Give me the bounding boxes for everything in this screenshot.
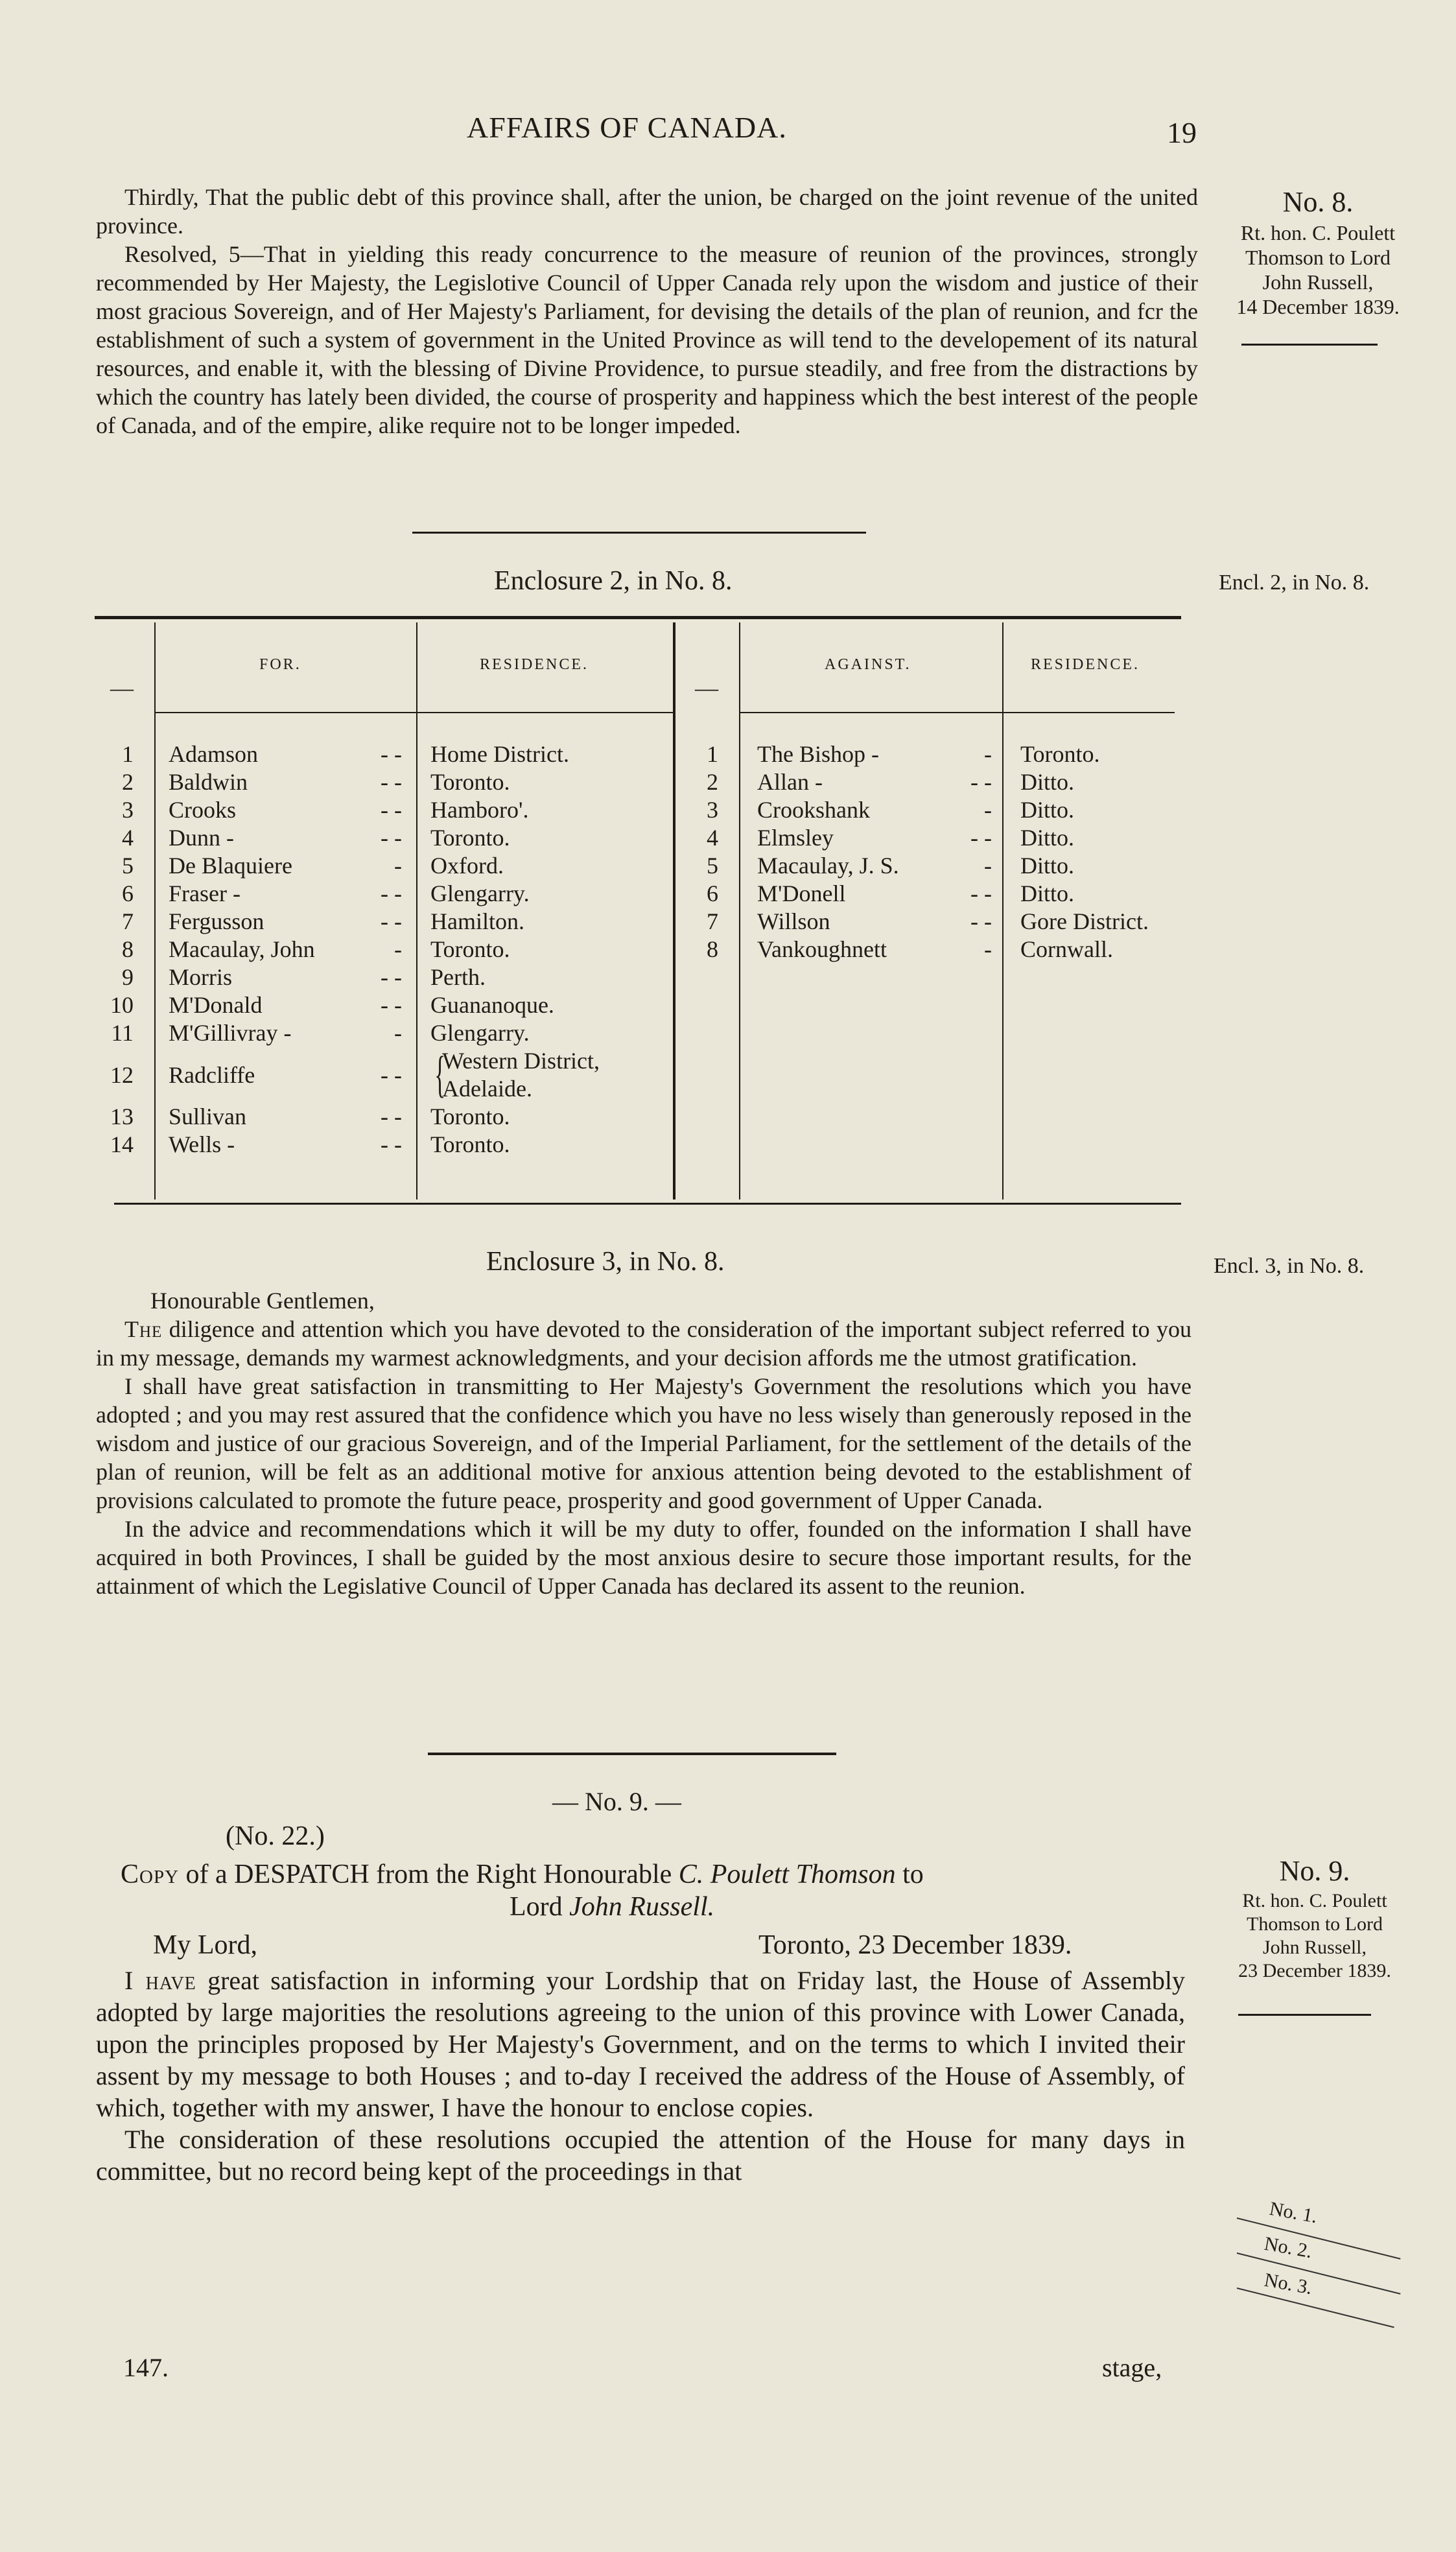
despatch-title: Copy of a DESPATCH from the Right Honourable C. Poulett Thomson to Lord John Russell. bbox=[121, 1860, 924, 1922]
row-number: 12 bbox=[110, 1062, 134, 1088]
residence: Gore District. bbox=[1020, 908, 1149, 934]
member-name: Dunn - bbox=[169, 825, 234, 851]
table-top-rule bbox=[95, 616, 1181, 619]
member-name: Radcliffe bbox=[169, 1062, 255, 1088]
paragraph: Thirdly, That the public debt of this province shall, after the union, be charged on the joint revenue of the united province. bbox=[96, 184, 1198, 239]
member-name: Fraser - bbox=[169, 880, 241, 906]
row-number: 4 bbox=[122, 825, 134, 851]
row-number: 5 bbox=[122, 853, 134, 879]
copy-word: Copy bbox=[121, 1860, 180, 1889]
column-header-against: AGAINST. bbox=[825, 656, 911, 673]
member-name: M'Donald bbox=[169, 992, 263, 1018]
leader-dashes: - - bbox=[381, 825, 402, 851]
residence: Hamilton. bbox=[430, 908, 524, 934]
residence: Toronto. bbox=[1020, 741, 1100, 767]
leader-dashes: - - bbox=[381, 741, 402, 767]
residence-line-2: Adelaide. bbox=[442, 1076, 532, 1102]
paragraph: I have great satisfaction in informing your Lordship that on Friday last, the House of Assembly adopted by large majorities the resolutions agreeing to the union of this province with Lower Canada, upon the principles proposed by Her Majesty's Government, and on the terms to which I invited their assent by my message to both Houses ; and to-day I received the address of the House of Assembly, of which, together with my answer, I have the honour to enclose copies. bbox=[96, 1966, 1185, 2122]
residence: Toronto. bbox=[430, 769, 510, 795]
leader-dashes: - - bbox=[381, 880, 402, 906]
leader-dashes: - bbox=[394, 1020, 402, 1046]
ref-stroke bbox=[1237, 2252, 1401, 2295]
member-name: The Bishop - bbox=[757, 741, 879, 767]
member-name: De Blaquiere bbox=[169, 853, 292, 879]
residence: Toronto. bbox=[430, 825, 510, 851]
member-name: Morris bbox=[169, 964, 232, 990]
dash-left: — bbox=[110, 675, 135, 701]
row-number: 7 bbox=[707, 908, 718, 934]
leader-dashes: - - bbox=[381, 908, 402, 934]
column-header-for: FOR. bbox=[259, 656, 301, 673]
margin-note-no9 bbox=[1204, 1853, 1425, 1983]
margin-divider bbox=[1238, 2014, 1371, 2016]
column-divider bbox=[416, 622, 417, 1199]
member-name: Sullivan bbox=[169, 1104, 247, 1129]
member-name: Allan - bbox=[757, 769, 823, 795]
margin-line: John Russell, bbox=[1262, 270, 1374, 294]
column-divider bbox=[1002, 622, 1004, 1199]
row-number: 3 bbox=[122, 797, 134, 823]
residence: Home District. bbox=[430, 741, 569, 767]
leader-dashes: - bbox=[984, 797, 992, 823]
ref-stroke bbox=[1237, 2217, 1401, 2260]
residence: Toronto. bbox=[430, 936, 510, 962]
catchword: stage, bbox=[1102, 2353, 1162, 2382]
table-bottom-rule bbox=[114, 1203, 1181, 1205]
residence: Oxford. bbox=[430, 853, 504, 879]
row-number: 13 bbox=[110, 1104, 134, 1129]
margin-ref: No. 1. bbox=[1267, 2197, 1319, 2228]
section-divider bbox=[428, 1753, 836, 1755]
page-header-title: AFFAIRS OF CANADA. bbox=[467, 111, 787, 144]
paragraph: Resolved, 5—That in yielding this ready concurrence to the measure of reunion of the provinces, strongly recommended by Her Majesty, the Legislotive Council of Upper Canada rely upon the wisdom and justice of their most gracious Sovereign, and of Her Majesty's Parliament, for devising the details of the plan of reunion, and fcr the establishment of such a system of government in the United Province as will tend to the developement of its natural resources, and enable it, with the blessing of Divine Providence, to pursue steadily, and free from the distractions by which the country has lately been divided, the course of prosperity and happiness which the best interest of the people of Canada, and of the empire, alike require not to be longer impeded. bbox=[96, 241, 1198, 438]
margin-divider bbox=[1241, 344, 1378, 346]
margin-number: No. 9. bbox=[1279, 1855, 1350, 1887]
row-number: 5 bbox=[707, 853, 718, 879]
member-name: Macaulay, J. S. bbox=[757, 853, 899, 879]
leader-dashes: - - bbox=[970, 880, 992, 906]
margin-ref: No. 2. bbox=[1262, 2232, 1314, 2263]
row-number: 11 bbox=[111, 1020, 134, 1046]
member-name: Vankoughnett bbox=[757, 936, 887, 962]
residence: Ditto. bbox=[1020, 825, 1075, 851]
residence: Glengarry. bbox=[430, 880, 530, 906]
dateline: Toronto, 23 December 1839. bbox=[758, 1930, 1072, 1960]
ref-stroke bbox=[1237, 2287, 1394, 2328]
drop-word: The bbox=[124, 1316, 163, 1342]
footer-signature: 147. bbox=[123, 2353, 169, 2382]
leader-dashes: - bbox=[984, 853, 992, 879]
salutation: Honourable Gentlemen, bbox=[150, 1288, 375, 1314]
row-number: 10 bbox=[110, 992, 134, 1018]
leader-dashes: - - bbox=[381, 992, 402, 1018]
enclosure-2-title: Enclosure 2, in No. 8. bbox=[494, 566, 733, 596]
enclosure-2-margin: Encl. 2, in No. 8. bbox=[1219, 571, 1370, 595]
row-number: 14 bbox=[110, 1131, 134, 1157]
paragraph: I shall have great satisfaction in transmitting to Her Majesty's Government the resolutions which you have adopted ; and you may rest assured that the confidence which you have no less wisely than generously reposed in the wisdom and justice of our gracious Sovereign, and of the Imperial Parliament, for the settlement of the details of the plan of reunion, will be felt as an additional motive for anxious attention being devoted to the establishment of provisions calculated to promote the future peace, prosperity and good government of Upper Canada. bbox=[96, 1373, 1192, 1513]
row-number: 8 bbox=[707, 936, 718, 962]
margin-line: 23 December 1839. bbox=[1238, 1960, 1391, 1981]
column-divider-main bbox=[673, 622, 675, 1199]
member-name: Willson bbox=[757, 908, 830, 934]
leader-dashes: - - bbox=[970, 908, 992, 934]
row-number: 1 bbox=[707, 741, 718, 767]
leader-dashes: - - bbox=[381, 1104, 402, 1129]
row-number: 6 bbox=[122, 880, 134, 906]
member-name: Fergusson bbox=[169, 908, 264, 934]
margin-note-no8 bbox=[1211, 184, 1425, 319]
margin-number: No. 8. bbox=[1282, 186, 1354, 218]
member-name: Crookshank bbox=[757, 797, 870, 823]
page-number: 19 bbox=[1167, 116, 1197, 149]
margin-line: Thomson to Lord bbox=[1245, 246, 1391, 269]
letter-salutation: My Lord, bbox=[153, 1930, 257, 1960]
member-name: Wells - bbox=[169, 1131, 235, 1157]
paragraph: The diligence and attention which you have devoted to the consideration of the important subject referred to you in my message, demands my warmest acknowledgments, and your decision affords me the utmost gratification. bbox=[96, 1316, 1192, 1371]
residence: Hamboro'. bbox=[430, 797, 529, 823]
paragraph: The consideration of these resolutions occupied the attention of the House for many days in committee, but no record being kept of the proceedings in that bbox=[96, 2125, 1185, 2186]
leader-dashes: - - bbox=[381, 797, 402, 823]
margin-ref: No. 3. bbox=[1262, 2269, 1314, 2299]
member-name: Adamson bbox=[169, 741, 258, 767]
row-number: 9 bbox=[122, 964, 134, 990]
row-number: 6 bbox=[707, 880, 718, 906]
margin-line: Thomson to Lord bbox=[1247, 1913, 1383, 1935]
member-name: Crooks bbox=[169, 797, 237, 823]
margin-line: Rt. hon. C. Poulett bbox=[1240, 221, 1396, 244]
column-header-residence: RESIDENCE. bbox=[1031, 656, 1140, 673]
row-number: 1 bbox=[122, 741, 134, 767]
residence: Ditto. bbox=[1020, 797, 1075, 823]
row-number: 2 bbox=[122, 769, 134, 795]
residence: Toronto. bbox=[430, 1104, 510, 1129]
leader-dashes: - bbox=[394, 936, 402, 962]
column-divider bbox=[739, 622, 740, 1199]
residence: Ditto. bbox=[1020, 880, 1075, 906]
enclosure-3-text bbox=[96, 1286, 1192, 1600]
leader-dashes: - - bbox=[381, 1131, 402, 1157]
row-number: 2 bbox=[707, 769, 718, 795]
dash-right: — bbox=[695, 675, 720, 701]
section-divider bbox=[412, 532, 866, 534]
residence: Cornwall. bbox=[1020, 936, 1113, 962]
leader-dashes: - - bbox=[970, 825, 992, 851]
no9-heading: — No. 9. — bbox=[552, 1787, 681, 1816]
residence: Ditto. bbox=[1020, 853, 1075, 879]
header-underline bbox=[740, 712, 1175, 713]
despatch-text bbox=[96, 1965, 1185, 2187]
member-name: Elmsley bbox=[757, 825, 834, 851]
leader-dashes: - - bbox=[381, 769, 402, 795]
leader-dashes: - bbox=[984, 741, 992, 767]
residence: Toronto. bbox=[430, 1131, 510, 1157]
margin-line: 14 December 1839. bbox=[1236, 295, 1400, 318]
residence: Guananoque. bbox=[430, 992, 554, 1018]
residence: Western District, bbox=[442, 1048, 600, 1074]
row-number: 8 bbox=[122, 936, 134, 962]
residence: Glengarry. bbox=[430, 1020, 530, 1046]
column-header-residence: RESIDENCE. bbox=[480, 656, 589, 673]
leader-dashes: - - bbox=[381, 964, 402, 990]
leader-dashes: - - bbox=[381, 1062, 402, 1088]
leader-dashes: - bbox=[984, 936, 992, 962]
enclosure-3-margin: Encl. 3, in No. 8. bbox=[1214, 1254, 1365, 1278]
drop-word: I have bbox=[124, 1966, 196, 1995]
brace-icon: { bbox=[434, 1046, 446, 1102]
column-divider bbox=[154, 622, 156, 1199]
margin-line: John Russell, bbox=[1262, 1937, 1367, 1958]
residence: Perth. bbox=[430, 964, 486, 990]
member-name: M'Gillivray - bbox=[169, 1020, 292, 1046]
row-number: 7 bbox=[122, 908, 134, 934]
resolution-text bbox=[96, 183, 1198, 440]
residence: Ditto. bbox=[1020, 769, 1075, 795]
no9-subheading: (No. 22.) bbox=[226, 1821, 325, 1851]
leader-dashes: - bbox=[394, 853, 402, 879]
leader-dashes: - - bbox=[970, 769, 992, 795]
enclosure-3-title: Enclosure 3, in No. 8. bbox=[486, 1247, 725, 1277]
row-number: 4 bbox=[707, 825, 718, 851]
header-underline bbox=[156, 712, 674, 713]
paragraph: In the advice and recommendations which it will be my duty to offer, founded on the information I shall have acquired in both Provinces, I shall be guided by the most anxious desire to secure those important results, for the attainment of which the Legislative Council of Upper Canada has declared its assent to the reunion. bbox=[96, 1516, 1192, 1599]
row-number: 3 bbox=[707, 797, 718, 823]
member-name: Macaulay, John bbox=[169, 936, 315, 962]
member-name: M'Donell bbox=[757, 880, 846, 906]
member-name: Baldwin bbox=[169, 769, 248, 795]
margin-line: Rt. hon. C. Poulett bbox=[1242, 1890, 1387, 1911]
